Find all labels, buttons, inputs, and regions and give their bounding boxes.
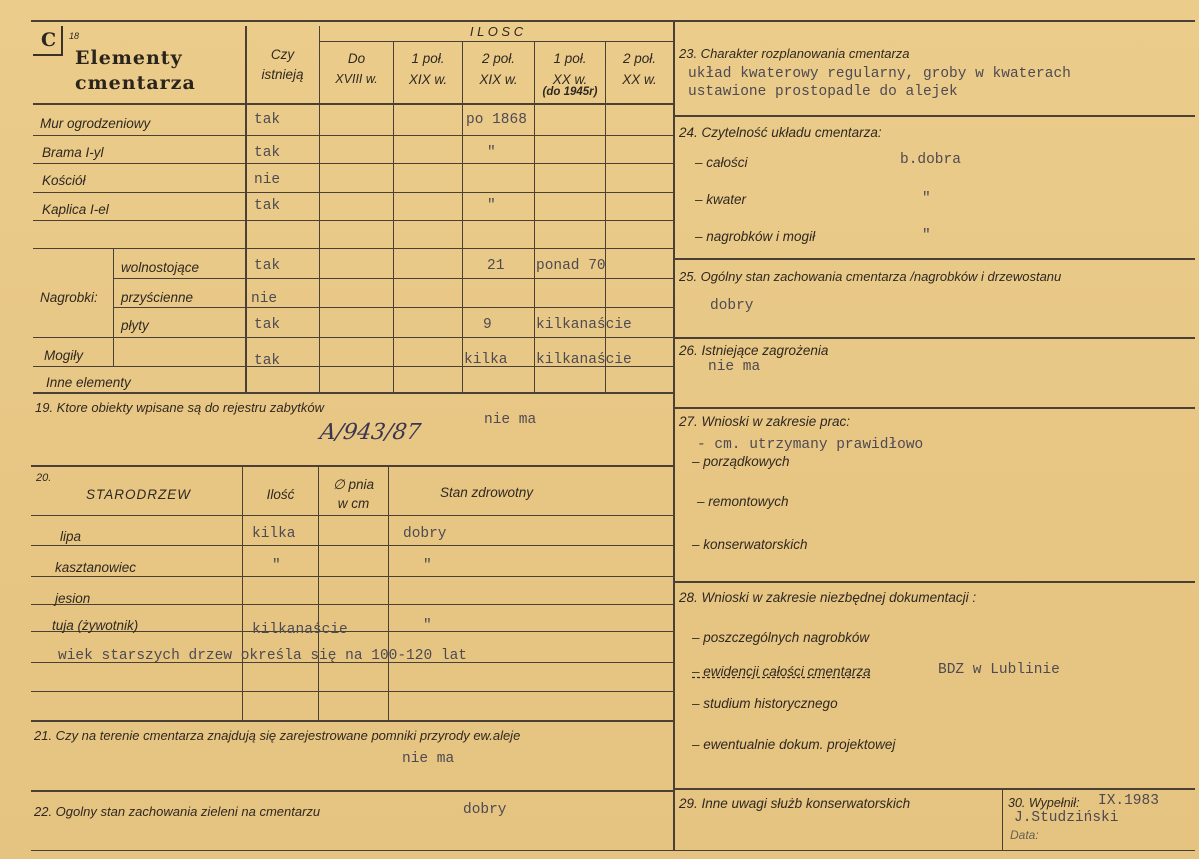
frame-top bbox=[31, 20, 1195, 22]
line bbox=[675, 581, 1195, 583]
q19-handwritten: A/943/87 bbox=[318, 420, 423, 445]
q20-row-label: jesion bbox=[55, 591, 91, 606]
row-mogily-label: Mogiły bbox=[44, 348, 84, 363]
q23-line2: ustawione prostopadle do alejek bbox=[688, 84, 958, 100]
line bbox=[31, 790, 673, 792]
row-plyty-label: płyty bbox=[121, 318, 149, 333]
q21-value: nie ma bbox=[402, 751, 455, 767]
vline bbox=[605, 41, 606, 392]
line bbox=[675, 337, 1195, 339]
row-wolno-exists: tak bbox=[254, 258, 281, 274]
q27-typed: - cm. utrzymany prawidłowo bbox=[697, 437, 924, 453]
line bbox=[33, 220, 673, 221]
q28-a: – poszczególnych nagrobków bbox=[692, 630, 870, 645]
row-mur-2xix: po 1868 bbox=[466, 112, 527, 128]
q20-row-label: tuja (żywotnik) bbox=[52, 618, 139, 633]
line bbox=[33, 163, 673, 164]
vline bbox=[388, 465, 389, 720]
q23-line1: układ kwaterowy regularny, groby w kwaterach bbox=[688, 66, 1071, 82]
section-letter-box bbox=[33, 26, 63, 56]
q22-label: 22. Ogolny stan zachowania zieleni na cmentarzu bbox=[34, 804, 321, 819]
vline bbox=[113, 248, 114, 366]
row-brama-label: Brama I-yl bbox=[42, 145, 104, 160]
col-1xix-1: 1 poł. bbox=[411, 51, 445, 66]
row-kaplica-exists: tak bbox=[254, 198, 281, 214]
row-mogily-2xix: kilka bbox=[464, 352, 508, 368]
q24-b-label: – kwater bbox=[695, 192, 747, 207]
q20-note: wiek starszych drzew określa się na 100-120 lat bbox=[58, 648, 467, 664]
line bbox=[33, 337, 673, 338]
q20-row-stan: " bbox=[423, 558, 432, 574]
q20-row-ilosc: kilka bbox=[252, 526, 296, 542]
section-sup: 18 bbox=[69, 31, 80, 41]
col-1xx-3: (do 1945r) bbox=[542, 86, 598, 98]
q20-row-ilosc: " bbox=[272, 558, 281, 574]
q24-a-value: b.dobra bbox=[900, 152, 961, 168]
row-przysc-label: przyścienne bbox=[121, 290, 194, 305]
line bbox=[33, 135, 673, 136]
q25-value: dobry bbox=[710, 298, 754, 314]
q30-data-label: Data: bbox=[1010, 828, 1039, 842]
row-inne-label: Inne elementy bbox=[46, 375, 131, 390]
col-czy-2: istnieją bbox=[261, 67, 304, 82]
line bbox=[31, 465, 673, 467]
q30-name: J.Studziński bbox=[1014, 810, 1119, 826]
title-line1: Elementy bbox=[75, 47, 183, 69]
row-wolno-1xx: ponad 70 bbox=[536, 258, 606, 274]
q25-label: 25. Ogólny stan zachowania cmentarza /nagrobków i drzewostanu bbox=[679, 269, 1062, 284]
col-1xix-2: XIX w. bbox=[408, 72, 448, 87]
line bbox=[675, 407, 1195, 409]
line bbox=[31, 691, 673, 692]
col-ilosc: I L O S C bbox=[469, 24, 524, 39]
row-mur-label: Mur ogrodzeniowy bbox=[40, 116, 151, 131]
line bbox=[31, 515, 673, 516]
row-kaplica-label: Kaplica I-el bbox=[42, 202, 109, 217]
q21-label: 21. Czy na terenie cmentarza znajdują się zarejestrowane pomniki przyrody ew.aleje bbox=[34, 728, 521, 743]
q20-row-stan: dobry bbox=[403, 526, 447, 542]
center-divider bbox=[673, 20, 675, 850]
q20-col-pnia-2: w cm bbox=[337, 496, 370, 511]
q24-label: 24. Czytelność układu cmentarza: bbox=[679, 125, 882, 140]
section-letter: C bbox=[41, 29, 57, 51]
row-plyty-exists: tak bbox=[254, 317, 281, 333]
q29-label: 29. Inne uwagi służb konserwatorskich bbox=[679, 796, 911, 811]
q24-b-value: " bbox=[922, 191, 931, 207]
q27-label: 27. Wnioski w zakresie prac: bbox=[679, 414, 851, 429]
col-1xx-1: 1 poł. bbox=[553, 51, 587, 66]
q28-b-value: BDZ w Lublinie bbox=[938, 662, 1060, 678]
row-mur-exists: tak bbox=[254, 112, 281, 128]
line bbox=[33, 192, 673, 193]
row-brama-exists: tak bbox=[254, 145, 281, 161]
col-2xx-2: XX w. bbox=[622, 72, 657, 87]
q28-label: 28. Wnioski w zakresie niezbędnej dokumentacji : bbox=[679, 590, 977, 605]
q27-b: – remontowych bbox=[697, 494, 789, 509]
line bbox=[31, 720, 673, 722]
col-2xix-2: XIX w. bbox=[479, 72, 518, 87]
q22-value: dobry bbox=[463, 802, 507, 818]
row-brama-2xix: " bbox=[487, 145, 496, 161]
q20-num: 20. bbox=[36, 472, 52, 484]
q19-value: nie ma bbox=[484, 412, 537, 428]
line bbox=[33, 392, 673, 394]
row-mogily-1xx: kilkanaście bbox=[536, 352, 632, 368]
col-2xx-1: 2 poł. bbox=[622, 51, 657, 66]
vline bbox=[462, 41, 463, 392]
col-1xx-2: XX w. bbox=[552, 72, 588, 87]
q20-col-name: STARODRZEW bbox=[86, 487, 191, 502]
q30-label: 30. Wypełnił: bbox=[1008, 796, 1080, 810]
q30-date: IX.1983 bbox=[1098, 793, 1159, 809]
q20-row-stan: " bbox=[423, 618, 432, 634]
row-plyty-1xx: kilkanaście bbox=[536, 317, 632, 333]
nagrobki-label: Nagrobki: bbox=[40, 290, 98, 305]
line bbox=[31, 604, 673, 605]
q27-c: – konserwatorskich bbox=[692, 537, 808, 552]
q26-label: 26. Istniejące zagrożenia bbox=[679, 343, 829, 358]
q26-value: nie ma bbox=[708, 359, 761, 375]
col-2xix-1: 2 poł. bbox=[481, 51, 516, 66]
q20-row-label: kasztanowiec bbox=[55, 560, 137, 575]
col-do-2: XVIII w. bbox=[335, 72, 378, 86]
ilosc-line bbox=[320, 41, 673, 42]
row-kaplica-2xix: " bbox=[487, 198, 496, 214]
vline bbox=[1002, 788, 1003, 850]
line bbox=[675, 788, 1195, 790]
q20-col-pnia-1: ∅ pnia bbox=[332, 477, 375, 492]
q24-c-label: – nagrobków i mogił bbox=[695, 229, 816, 244]
row-kosciol-exists: nie bbox=[254, 172, 281, 188]
line bbox=[675, 115, 1195, 117]
vline bbox=[393, 41, 394, 392]
col-do-1: Do bbox=[347, 51, 366, 66]
q19-label: 19. Ktore obiekty wpisane są do rejestru zabytków bbox=[35, 400, 325, 415]
q24-a-label: – całości bbox=[695, 155, 748, 170]
line bbox=[31, 576, 673, 577]
q28-c: – studium historycznego bbox=[692, 696, 838, 711]
q27-a: – porządkowych bbox=[692, 454, 790, 469]
q24-c-value: " bbox=[922, 228, 931, 244]
row-plyty-2xix: 9 bbox=[483, 317, 492, 333]
q28-b: – ewidencji całości cmentarza bbox=[692, 664, 871, 679]
q23-label: 23. Charakter rozplanowania cmentarza bbox=[679, 46, 910, 61]
row-wolno-label: wolnostojące bbox=[121, 260, 200, 275]
q28-d: – ewentualnie dokum. projektowej bbox=[692, 737, 896, 752]
col-czy-1: Czy bbox=[270, 47, 295, 62]
line bbox=[31, 545, 673, 546]
q20-row-label: lipa bbox=[60, 529, 82, 544]
q20-col-ilosc: Ilość bbox=[266, 487, 295, 502]
row-przysc-exists: nie bbox=[251, 291, 278, 307]
line bbox=[33, 103, 673, 105]
title-line2: cmentarza bbox=[75, 72, 196, 94]
row-kosciol-label: Kościół bbox=[42, 173, 86, 188]
row-wolno-2xix: 21 bbox=[487, 258, 505, 274]
line bbox=[675, 258, 1195, 260]
vline bbox=[242, 465, 243, 720]
row-mogily-exists: tak bbox=[254, 353, 281, 369]
q20-row-ilosc: kilkanaście bbox=[252, 622, 348, 638]
q20-col-stan: Stan zdrowotny bbox=[440, 485, 534, 500]
frame-bottom bbox=[31, 850, 1195, 851]
line bbox=[33, 248, 673, 249]
